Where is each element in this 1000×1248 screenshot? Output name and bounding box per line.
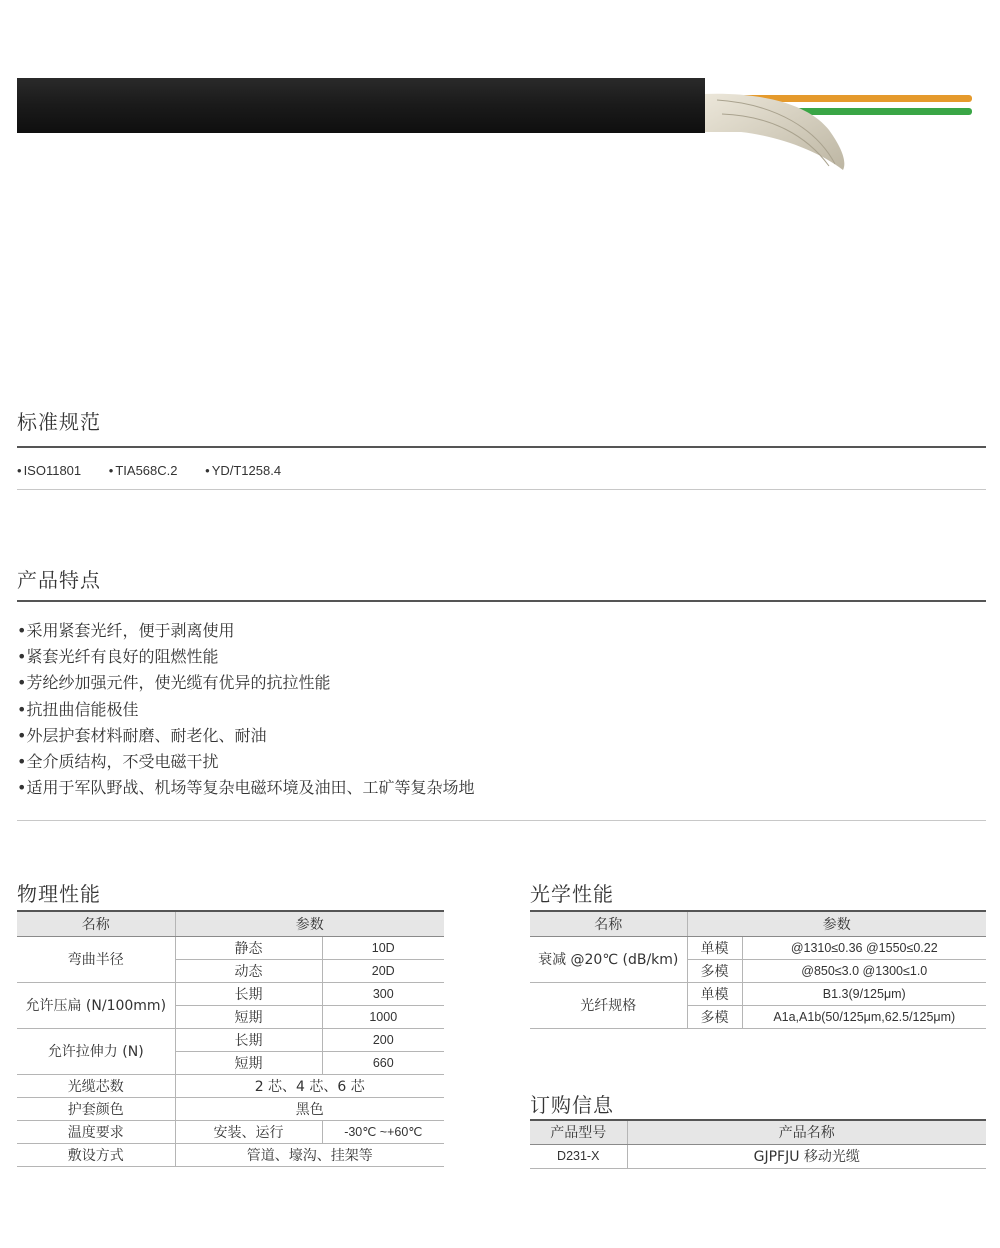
sub-label: 单模 (687, 982, 742, 1005)
cell-value: 管道、壕沟、挂架等 (175, 1143, 444, 1166)
table-row (17, 1143, 444, 1166)
features-bottom-rule (17, 820, 986, 821)
sub-label: 长期 (175, 1028, 322, 1051)
col-header-name: 名称 (17, 911, 175, 936)
order-title: 订购信息 (530, 1093, 614, 1117)
feature-item: •芳纶纱加强元件，使光缆有优异的抗拉性能 (17, 673, 331, 693)
feature-item: •紧套光纤有良好的阻燃性能 (17, 647, 219, 667)
sub-label: 安装、运行 (175, 1120, 322, 1143)
sub-label: 短期 (175, 1051, 322, 1074)
row-label: 衰减 @20℃ (dB/km) (530, 936, 687, 982)
physical-title: 物理性能 (17, 882, 101, 906)
feature-item: •适用于军队野战、机场等复杂电磁环境及油田、工矿等复杂场地 (17, 778, 475, 798)
feature-item: •全介质结构，不受电磁干扰 (17, 751, 219, 771)
sub-label: 多模 (687, 959, 742, 982)
cell-value: 黑色 (175, 1097, 444, 1120)
feature-item: •采用紧套光纤，便于剥离使用 (17, 621, 235, 640)
col-header-product-name: 产品名称 (627, 1120, 986, 1144)
table-row (530, 1144, 986, 1168)
cable-jacket (17, 78, 705, 133)
cell-value: 300 (322, 982, 444, 1005)
row-label: 允许拉伸力 (N) (17, 1028, 175, 1074)
row-label: 光缆芯数 (17, 1074, 175, 1097)
cell-value: @1310≤0.36 @1550≤0.22 (742, 936, 986, 959)
cell-value: B1.3(9/125μm) (742, 982, 986, 1005)
standards-list: • ISO11801 • TIA568C.2 • YD/T1258.4 (17, 463, 282, 478)
feature-item: •外层护套材料耐磨、耐老化、耐油 (17, 725, 267, 745)
row-label: 护套颜色 (17, 1097, 175, 1120)
cell-value: 660 (322, 1051, 444, 1074)
sub-label: 多模 (687, 1005, 742, 1028)
cell-value: A1a,A1b(50/125μm,62.5/125μm) (742, 1005, 986, 1028)
cable-illustration (17, 70, 987, 180)
cell-value: -30℃ ~+60℃ (322, 1120, 444, 1143)
product-name: GJPFJU 移动光缆 (627, 1144, 986, 1168)
optical-title: 光学性能 (530, 882, 614, 906)
order-table (530, 1119, 986, 1169)
features-rule (17, 600, 986, 602)
sub-label: 动态 (175, 959, 322, 982)
col-header-model: 产品型号 (530, 1120, 627, 1144)
cell-value: 20D (322, 959, 444, 982)
cell-value: 200 (322, 1028, 444, 1051)
col-header-name: 名称 (530, 911, 687, 936)
table-row (530, 982, 986, 1005)
table-row (530, 936, 986, 959)
row-label: 弯曲半径 (17, 936, 175, 982)
standards-title: 标准规范 (17, 410, 101, 434)
standard-item: TIA568C.2 (115, 463, 178, 478)
table-row (17, 982, 444, 1005)
col-header-param: 参数 (175, 911, 444, 936)
cell-value: @850≤3.0 @1300≤1.0 (742, 959, 986, 982)
standards-bottom-rule (17, 489, 986, 490)
table-row (17, 1097, 444, 1120)
row-label: 允许压扁 (N/100mm) (17, 982, 175, 1028)
optical-table (530, 910, 986, 1029)
cell-value: 10D (322, 936, 444, 959)
table-row (17, 1074, 444, 1097)
sub-label: 静态 (175, 936, 322, 959)
product-model: D231-X (530, 1144, 627, 1168)
cell-value: 2 芯、4 芯、6 芯 (175, 1074, 444, 1097)
row-label: 温度要求 (17, 1120, 175, 1143)
sub-label: 短期 (175, 1005, 322, 1028)
features-title: 产品特点 (17, 568, 101, 592)
table-row (17, 1028, 444, 1051)
standards-rule (17, 446, 986, 448)
standard-item: ISO11801 (23, 463, 82, 478)
sub-label: 单模 (687, 936, 742, 959)
physical-table (17, 910, 444, 1167)
sub-label: 长期 (175, 982, 322, 1005)
table-row (17, 1120, 444, 1143)
row-label: 敷设方式 (17, 1143, 175, 1166)
row-label: 光纤规格 (530, 982, 687, 1028)
feature-item: •抗扭曲信能极佳 (17, 699, 139, 719)
table-row (17, 936, 444, 959)
cell-value: 1000 (322, 1005, 444, 1028)
col-header-param: 参数 (687, 911, 986, 936)
features-list (17, 618, 474, 801)
standard-item: YD/T1258.4 (211, 463, 282, 478)
